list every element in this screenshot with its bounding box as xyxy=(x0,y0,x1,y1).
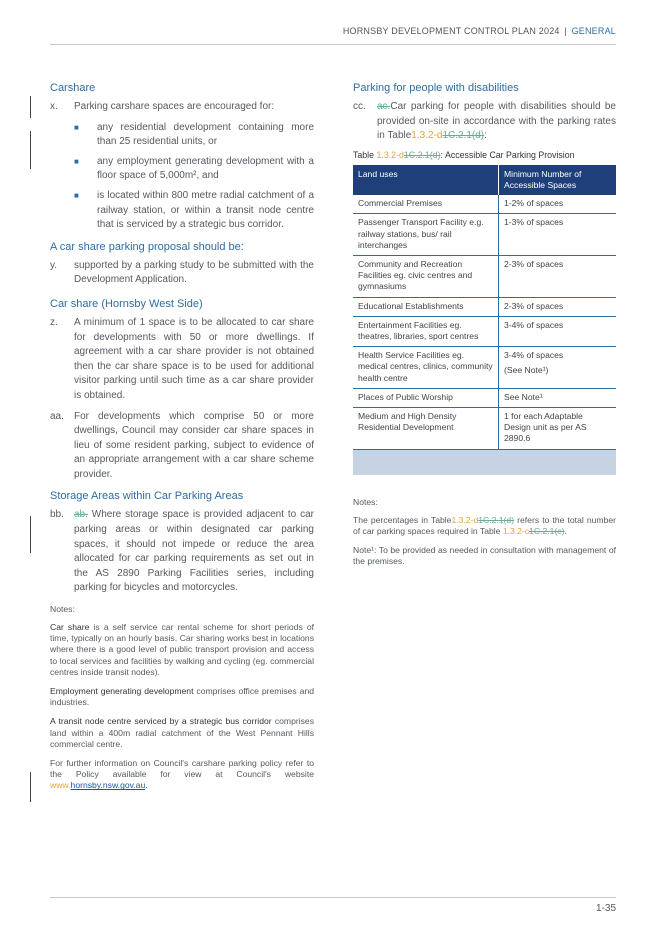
left-column xyxy=(50,82,314,800)
disabilities-heading: Parking for people with disabilities xyxy=(353,82,519,94)
bullet-item: ■ any employment generating development with a floor space of 5,000m², and xyxy=(74,155,314,184)
clause-bb: bb. ab. Where storage space is provided adjacent to car parking areas or within designated car parking spaces, it should not impede or reduce the area allocated for car parking requirements as set out in the AS 2890 Parking Facilities series, including parking for bicycles and motorcycles. xyxy=(50,509,314,594)
table-row: Entertainment Facilities eg. theatres, libraries, sport centres 3-4% of spaces xyxy=(353,316,616,346)
clause-z: z. A minimum of 1 space is to be allocated to car share for developments with 50 or more dwellings. If agreement with a car share provider is not obtained then the car share space is to be used for additional visitor parking until such time as a car share provider is obtained. xyxy=(50,316,314,401)
deleted-text: ac. xyxy=(377,101,391,112)
inserted-text: 1.3.2-d xyxy=(411,130,443,142)
note-one: Note¹: To be provided as needed in consultation with management of the premises. xyxy=(353,545,616,567)
bullet-icon: ■ xyxy=(74,122,79,132)
note-percentages: The percentages in Table1.3.2-d1C.2.1(d) refers to the total number of car parking spaces required in Table 1.3.2-c1C.2.1(c). xyxy=(353,514,616,536)
bullet-item: ■ any residential development containing more than 25 residential units, or xyxy=(74,121,314,150)
table-row: Passenger Transport Facility e.g. railway stations, bus/ rail interchanges 1-3% of spaces xyxy=(353,214,616,256)
bullet-icon: ■ xyxy=(74,156,79,166)
footer-rule xyxy=(50,897,616,898)
clause-cc: cc. ac.Car parking for people with disabilities should be provided on-site in accordance with the parking rates in Table1.3.2-d1C.2.1(d): xyxy=(353,101,616,142)
document-title: HORNSBY DEVELOPMENT CONTROL PLAN 2024 xyxy=(342,26,560,36)
clause-aa: aa. For developments which comprise 50 or more dwellings, Council may consider car share spaces in lieu of some resident parking, subject to evidence of an appropriate arrangement with a car share scheme provider. xyxy=(50,410,314,480)
carshare-heading: Carshare xyxy=(50,82,96,94)
table-row: Commercial Premises 1-2% of spaces xyxy=(353,195,616,214)
notes-label: Notes: xyxy=(353,496,378,507)
section-name: GENERAL xyxy=(571,26,616,36)
table-header-row xyxy=(353,165,616,195)
storage-heading: Storage Areas within Car Parking Areas xyxy=(50,490,244,503)
note-car-share: Car share is a self service car rental scheme for short periods of time, typically on an hourly basis. Car sharing works best in locations where there is a good level of public transport provision and access to local services and facilities by walking and cycling (eg. commercial centres inside transit nodes). xyxy=(50,622,314,677)
notes-label: Notes: xyxy=(50,604,75,615)
right-column xyxy=(353,82,616,575)
column-header: Land uses xyxy=(353,165,499,195)
change-bar xyxy=(30,131,31,169)
council-website-link[interactable]: hornsby.nsw.gov.au xyxy=(70,780,146,791)
bullet-item: ■ is located within 800 metre radial catchment of a railway station, or within a transit node centre that is serviced by a strategic bus corridor. xyxy=(74,189,314,233)
running-header xyxy=(343,26,616,36)
change-bar xyxy=(30,96,31,118)
table-row: Health Service Facilities eg. medical centres, clinics, community health centre 3-4% of spaces (See Note¹) xyxy=(353,347,616,389)
table-footer-row xyxy=(353,449,616,475)
bullet-icon: ■ xyxy=(74,190,79,200)
change-bar xyxy=(30,516,31,553)
deleted-text: 1C.2.1(d) xyxy=(442,130,485,142)
clause-y: y. supported by a parking study to be submitted with the Development Application. xyxy=(50,259,314,286)
table-row: Community and Recreation Facilities eg. civic centres and gymnasiums 2-3% of spaces xyxy=(353,256,616,298)
change-bar xyxy=(30,772,31,802)
column-header: Minimum Number of Accessible Spaces xyxy=(499,165,617,195)
clause-x: x. Parking carshare spaces are encouraged for: xyxy=(50,101,275,112)
proposal-heading: A car share parking proposal should be: xyxy=(50,240,244,253)
table-row: Medium and High Density Residential Development 1 for each Adaptable Design unit as per AS 2890.6 xyxy=(353,408,616,450)
hornsby-west-heading: Car share (Hornsby West Side) xyxy=(50,297,203,310)
page-number: 1-35 xyxy=(595,903,616,914)
deleted-text: ab. xyxy=(74,509,88,521)
note-transit-node: A transit node centre serviced by a strategic bus corridor comprises land within a 400m radial catchment of the West Pennant Hills commercial centre. xyxy=(50,716,314,749)
header-separator: | xyxy=(564,26,567,36)
table-row: Places of Public Worship See Note¹ xyxy=(353,388,616,407)
table-caption: Table 1.3.2-d1C.2.1(d): Accessible Car Parking Provision xyxy=(353,149,575,160)
note-employment: Employment generating development comprises office premises and industries. xyxy=(50,686,315,708)
header-rule xyxy=(50,44,616,45)
note-further-info: For further information on Council's carshare parking policy refer to the Policy available for view at Council's website www.hornsby.nsw.gov.au. xyxy=(50,758,314,791)
table-row: Educational Establishments 2-3% of spaces xyxy=(353,297,616,316)
accessible-parking-table xyxy=(353,165,616,475)
